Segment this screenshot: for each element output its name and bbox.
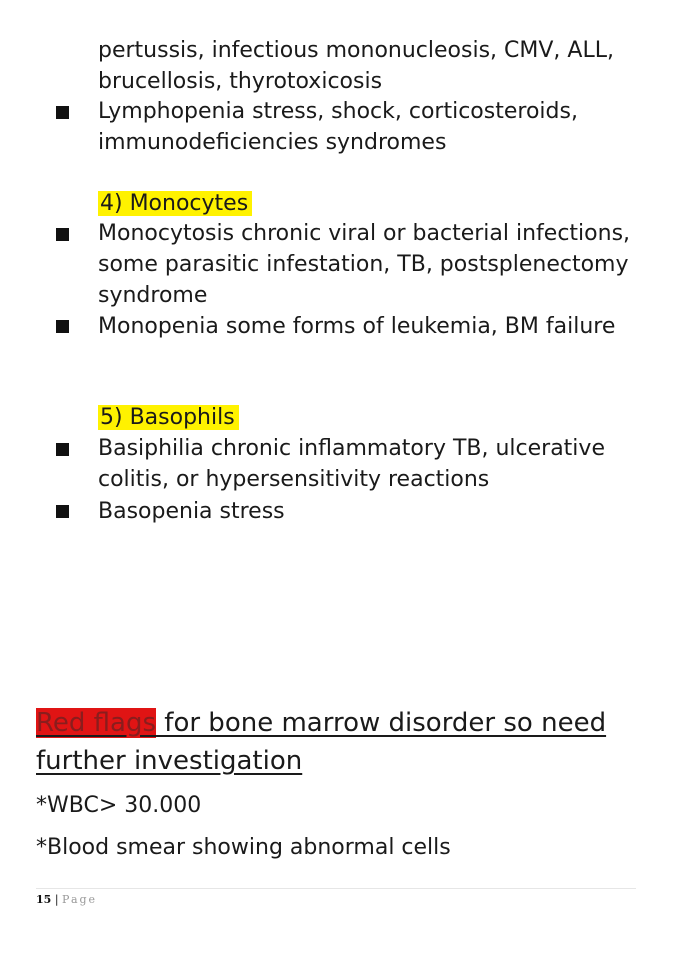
- lymphopenia-item: Lymphopenia stress, shock, corticosteroids, immunodeficiencies syndromes: [98, 99, 578, 155]
- red-flags-highlight: Red flags: [36, 708, 157, 738]
- basophils-heading: [98, 404, 239, 432]
- page-number: 15: [36, 893, 52, 906]
- bullet-icon: [56, 443, 69, 456]
- basiphilia-item: Basiphilia chronic inflammatory TB, ulcerative colitis, or hypersensitivity reactions: [98, 436, 605, 492]
- bullet-icon: [56, 106, 69, 119]
- footer-divider: [36, 888, 636, 889]
- monopenia-item: Monopenia some forms of leukemia, BM failure: [98, 314, 616, 339]
- bullet-icon: [56, 228, 69, 241]
- intro-paragraph: pertussis, infectious mononucleosis, CMV, ALL, brucellosis, thyrotoxicosis: [98, 38, 614, 94]
- basopenia-item: Basopenia stress: [98, 499, 285, 524]
- monocytes-heading: [98, 190, 252, 218]
- bullet-icon: [56, 505, 69, 518]
- bullet-icon: [56, 320, 69, 333]
- monocytes-heading-text: 4) Monocytes: [98, 191, 252, 216]
- page-footer: [36, 893, 97, 906]
- monocytosis-item: Monocytosis chronic viral or bacterial infections, some parasitic infestation, TB, postsplenectomy syndrome: [98, 221, 631, 308]
- page-label: Page: [62, 893, 98, 906]
- wbc-criterion: *WBC> 30.000: [36, 793, 202, 818]
- basophils-heading-text: 5) Basophils: [98, 405, 239, 430]
- red-flags-heading: [36, 704, 656, 780]
- blood-smear-criterion: *Blood smear showing abnormal cells: [36, 835, 451, 860]
- footer-separator: |: [54, 893, 59, 906]
- red-flags-rest: for bone marrow disorder so need further investigation: [36, 708, 607, 776]
